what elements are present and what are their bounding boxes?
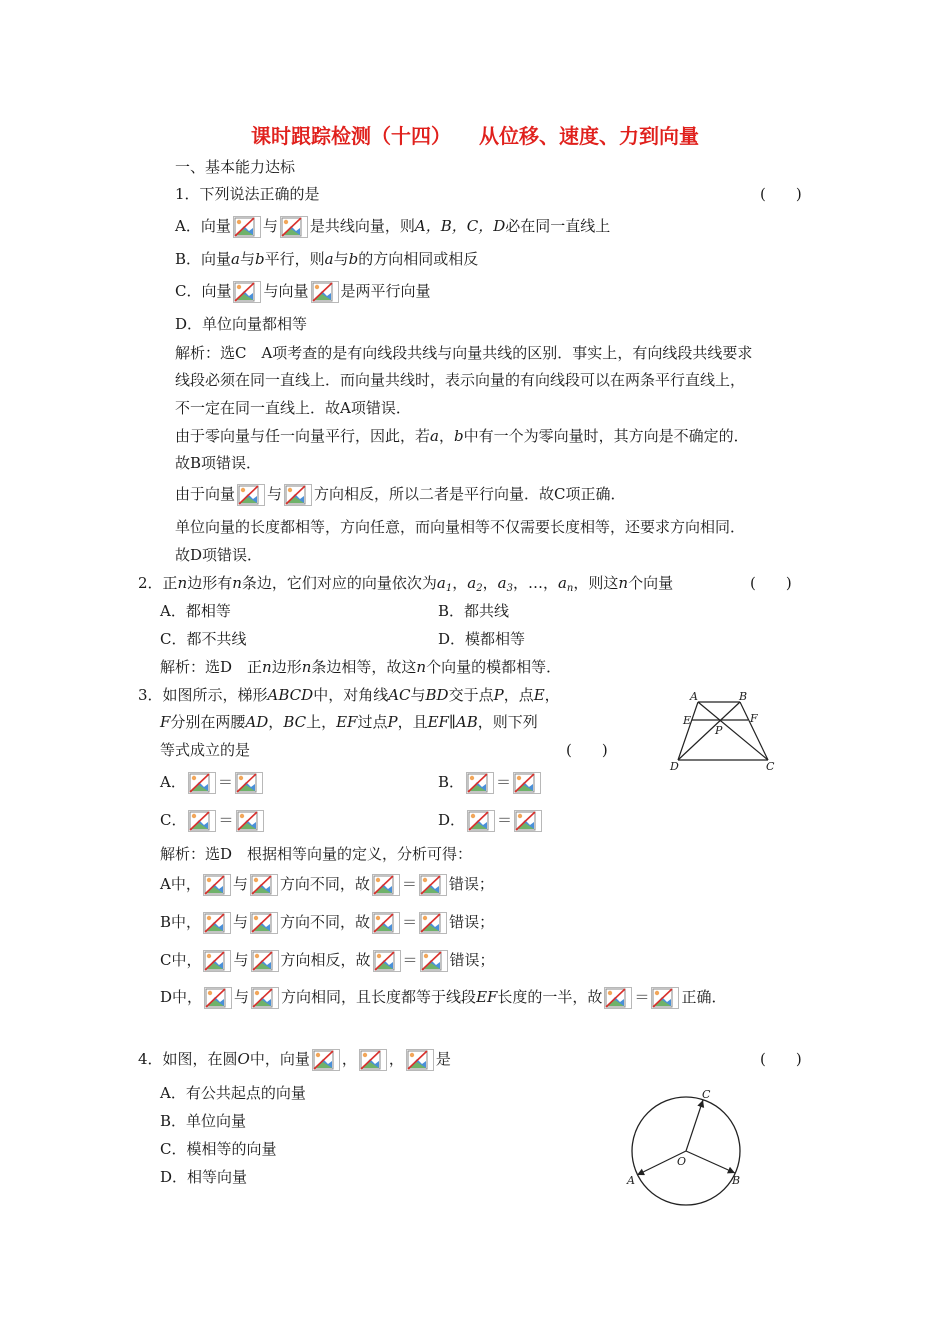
q3-explanation-row-c: C中， 与 方向相反，故 ＝ 错误；: [160, 949, 495, 972]
label-D: D: [670, 760, 679, 773]
vector-image-icon: [188, 772, 216, 794]
vector-image-icon: [420, 950, 448, 972]
vector-image-icon: [233, 281, 261, 303]
vector-image-icon: [251, 987, 279, 1009]
title-part2: 从位移、速度、力到向量: [479, 124, 699, 148]
vector-image-icon: [359, 1049, 387, 1071]
vector-image-icon: [311, 281, 339, 303]
q4-stem: 4．如图，在圆O中，向量 ， ， 是: [138, 1048, 451, 1071]
vector-image-icon: [203, 950, 231, 972]
q3-option-c: C． ＝: [160, 809, 266, 832]
q2-option-c: C．都不共线: [160, 630, 247, 648]
vector-image-icon: [651, 987, 679, 1009]
q1-answer-blank: ( ): [760, 185, 802, 203]
q3-explanation-intro: 解析：选D 根据相等向量的定义，分析可得：: [160, 845, 473, 863]
q2-option-a: A．都相等: [160, 602, 231, 620]
q1-explanation-4: 由于零向量与任一向量平行，因此，若a，b中有一个为零向量时，其方向是不确定的．: [175, 427, 749, 445]
q3-option-d: D． ＝: [438, 809, 544, 832]
q1-explanation-8: 故D项错误．: [175, 546, 263, 564]
vector-image-icon: [251, 950, 279, 972]
vector-image-icon: [235, 772, 263, 794]
q1-explanation-2: 线段必须在同一直线上．而向量共线时，表示向量的有向线段可以在两条平行直线上，: [175, 371, 746, 389]
vector-image-icon: [466, 772, 494, 794]
q1-explanation-6: 由于向量 与 方向相反，所以二者是平行向量．故C项正确．: [175, 483, 626, 506]
q2-explanation: 解析：选D 正n边形n条边相等，故这n个向量的模都相等．: [160, 658, 562, 676]
vector-image-icon: [373, 950, 401, 972]
q3-stem-2: F分别在两腰AD，BC上，EF过点P，且EF∥AB，则下列: [160, 713, 538, 731]
q3-explanation-row-d: D中， 与 方向相同，且长度都等于线段EF长度的一半，故 ＝ 正确．: [160, 986, 726, 1009]
q2-option-b: B．都共线: [438, 602, 510, 620]
circle-figure: [620, 1085, 755, 1215]
trapezoid-figure: [662, 690, 782, 780]
q1-option-c: C．向量 与向量 是两平行向量: [175, 280, 431, 303]
label-O: O: [677, 1155, 687, 1168]
vector-image-icon: [406, 1049, 434, 1071]
vector-image-icon: [203, 874, 231, 896]
q3-answer-blank: ( ): [566, 741, 608, 759]
vector-image-icon: [237, 484, 265, 506]
vector-image-icon: [236, 810, 264, 832]
label-B: B: [732, 1174, 741, 1187]
label-C: C: [766, 760, 775, 773]
q3-stem-3: 等式成立的是: [160, 741, 251, 759]
q3-stem-1: 3．如图所示，梯形ABCD中，对角线AC与BD交于点P，点E，: [138, 686, 560, 704]
q1-explanation-7: 单位向量的长度都相等，方向任意，而向量相等不仅需要长度相等，还要求方向相同．: [175, 518, 746, 536]
q1-explanation-5: 故B项错误．: [175, 454, 262, 472]
q1-option-b: B．向量a与b平行，则a与b的方向相同或相反: [175, 250, 479, 268]
vector-image-icon: [419, 874, 447, 896]
vector-image-icon: [203, 912, 231, 934]
q2-stem: 2．正n边形有n条边，它们对应的向量依次为$a_1$，$a_2$，$a_3$，…，$a_n$，则这n个向量: [138, 574, 674, 594]
vector-image-icon: [250, 912, 278, 934]
q3-explanation-row-a: A中， 与 方向不同，故 ＝ 错误；: [160, 873, 494, 896]
vector-image-icon: [419, 912, 447, 934]
q1-stem: 1．下列说法正确的是: [175, 185, 320, 203]
q3-option-b: B． ＝: [438, 771, 543, 794]
q4-option-c: C．模相等的向量: [160, 1140, 277, 1158]
vector-image-icon: [233, 216, 261, 238]
label-E: E: [683, 714, 692, 727]
title-part1: 课时跟踪检测（十四）: [251, 124, 451, 148]
vector-image-icon: [514, 810, 542, 832]
label-B: B: [739, 690, 748, 703]
vector-image-icon: [284, 484, 312, 506]
q2-option-d: D．模都相等: [438, 630, 526, 648]
vector-image-icon: [312, 1049, 340, 1071]
label-P: P: [715, 724, 723, 737]
label-F: F: [750, 712, 758, 725]
vector-image-icon: [280, 216, 308, 238]
vector-image-icon: [204, 987, 232, 1009]
page-title: [0, 120, 950, 149]
q3-option-a: A． ＝: [160, 771, 265, 794]
vector-image-icon: [467, 810, 495, 832]
label-A: A: [627, 1174, 635, 1187]
vector-image-icon: [513, 772, 541, 794]
vector-image-icon: [250, 874, 278, 896]
q4-answer-blank: ( ): [760, 1050, 802, 1068]
label-A: A: [690, 690, 698, 703]
vector-image-icon: [188, 810, 216, 832]
q1-explanation-3: 不一定在同一直线上．故A项错误．: [175, 399, 411, 417]
vector-image-icon: [604, 987, 632, 1009]
q3-explanation-row-b: B中， 与 方向不同，故 ＝ 错误；: [160, 911, 494, 934]
q4-option-d: D．相等向量: [160, 1168, 248, 1186]
q1-option-d: D．单位向量都相等: [175, 315, 308, 333]
q1-option-a: A．向量 与 是共线向量，则A，B，C，D必在同一直线上: [175, 215, 610, 238]
q2-answer-blank: ( ): [750, 574, 792, 592]
vector-image-icon: [372, 912, 400, 934]
q1-explanation-1: 解析：选C A项考查的是有向线段共线与向量共线的区别．事实上，有向线段共线要求: [175, 344, 753, 362]
vector-image-icon: [372, 874, 400, 896]
q4-option-a: A．有公共起点的向量: [160, 1084, 306, 1102]
label-C: C: [702, 1088, 711, 1101]
q4-option-b: B．单位向量: [160, 1112, 247, 1130]
section-heading: 一、基本能力达标: [175, 158, 296, 176]
